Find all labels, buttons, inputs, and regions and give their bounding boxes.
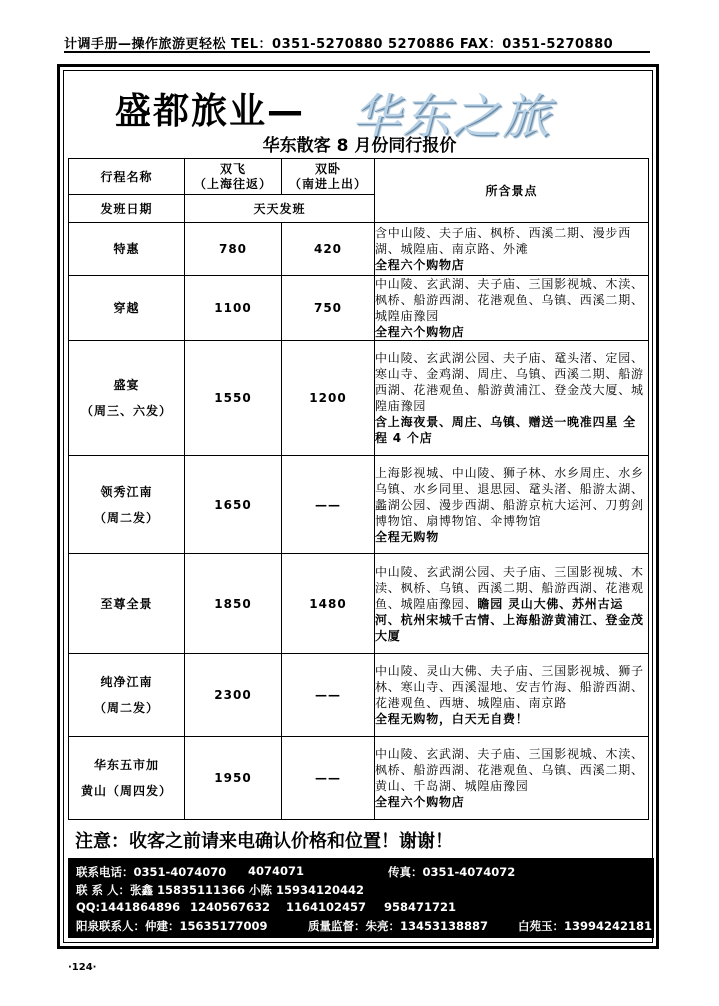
booking-note: 注意：收客之前请来电确认价格和位置！谢谢！: [75, 831, 453, 852]
table-row: [69, 737, 649, 820]
price-sleeper: ——: [282, 737, 375, 820]
row-date-value: 天天发班: [185, 195, 375, 223]
table-row: [69, 223, 649, 276]
col-route-header: 行程名称: [69, 159, 185, 195]
price-sleeper: 420: [282, 223, 375, 276]
price-table: [68, 158, 649, 820]
company-title: 盛都旅业—: [115, 91, 306, 132]
price-fly: 780: [185, 223, 282, 276]
table-row: [69, 554, 649, 654]
route-spots: 中山陵、灵山大佛、夫子庙、三国影视城、狮子林、寒山寺、西溪湿地、安吉竹海、船游西湖、花港观鱼、西塘、城隍庙、南京路 全程无购物，白天无自费！: [375, 654, 649, 737]
price-sleeper: 1480: [282, 554, 375, 654]
route-spots: 中山陵、玄武湖公园、夫子庙、鼋头渚、定园、寒山寺、金鸡湖、周庄、乌镇、西溪二期、船游西湖、花港观鱼、船游黄浦江、登金茂大厦、城隍庙豫园 含上海夜景、周庄、乌镇、赠送一晚准四星 全程 4 个店: [375, 341, 649, 456]
route-name: 至尊全景: [69, 554, 185, 654]
contact-qq-4: 958471721: [384, 900, 457, 914]
row-date-label: 发班日期: [69, 195, 185, 223]
price-sleeper: ——: [282, 456, 375, 554]
route-name: 华东五市加 黄山（周四发）: [69, 737, 185, 820]
price-fly: 1550: [185, 341, 282, 456]
table-row: [69, 276, 649, 341]
table-row: [69, 654, 649, 737]
price-fly: 1850: [185, 554, 282, 654]
col-spots-header: 所含景点: [375, 159, 649, 223]
contact-phone: 联系电话：0351-4074070: [76, 865, 227, 879]
page-number: ·124·: [68, 962, 97, 973]
contact-quality: 质量监督：朱亮：13453138887: [308, 919, 489, 933]
price-fly: 1950: [185, 737, 282, 820]
price-sleeper: 750: [282, 276, 375, 341]
route-name: 特惠: [69, 223, 185, 276]
page-header: 计调手册—操作旅游更轻松 TEL：0351-5270880 5270886 FAX：0351-5270880: [64, 37, 614, 52]
route-spots: 中山陵、玄武湖、夫子庙、三国影视城、木渎、枫桥、船游西湖、花港观鱼、乌镇、西溪二期、黄山、千岛湖、城隍庙豫园 全程六个购物店: [375, 737, 649, 820]
contact-yangquan: 阳泉联系人：仲建：15635177009: [76, 919, 268, 933]
header-rule: [64, 51, 650, 53]
price-sleeper: ——: [282, 654, 375, 737]
route-spots: 上海影视城、中山陵、狮子林、水乡周庄、水乡乌镇、水乡同里、退思园、鼋头渚、船游太湖、蠡湖公园、漫步西湖、船游京杭大运河、刀剪剑博物馆、扇博物馆、伞博物馆 全程无购物: [375, 456, 649, 554]
contact-bai: 白苑玉：13994242181: [518, 919, 653, 933]
price-sleeper: 1200: [282, 341, 375, 456]
contact-qq: QQ:1441864896: [76, 900, 181, 914]
contact-qq-3: 1164102457: [286, 900, 367, 914]
table-row: [69, 456, 649, 554]
contact-qq-2: 1240567632: [190, 900, 271, 914]
col-sleeper-header: 双卧 （南进上出）: [282, 159, 375, 195]
route-name: 纯净江南 （周二发）: [69, 654, 185, 737]
contact-persons: 联 系 人：张鑫 15835111366 小陈 15934120442: [76, 883, 365, 897]
table-row: [69, 341, 649, 456]
route-spots: 中山陵、玄武湖、夫子庙、三国影视城、木渎、枫桥、船游西湖、花港观鱼、乌镇、西溪二期、城隍庙豫园 全程六个购物店: [375, 276, 649, 341]
contact-phone-2: 4074071: [248, 864, 305, 878]
col-fly-header: 双飞 （上海往返）: [185, 159, 282, 195]
price-subtitle: 华东散客 8 月份同行报价: [262, 136, 457, 156]
price-fly: 2300: [185, 654, 282, 737]
contact-fax: 传真：0351-4074072: [388, 865, 516, 879]
route-name: 领秀江南 （周二发）: [69, 456, 185, 554]
price-fly: 1650: [185, 456, 282, 554]
route-spots: 含中山陵、夫子庙、枫桥、西溪二期、漫步西湖、城隍庙、南京路、外滩 全程六个购物店: [375, 223, 649, 276]
title-art: 华东之旅: [352, 89, 553, 145]
price-fly: 1100: [185, 276, 282, 341]
route-spots: 中山陵、玄武湖公园、夫子庙、三国影视城、木渎、枫桥、乌镇、西溪二期、船游西湖、花港观鱼、城隍庙豫园、瞻园 灵山大佛、苏州古运河、杭州宋城千古情、上海船游黄浦江、登金茂大厦: [375, 554, 649, 654]
contact-box: [68, 858, 654, 938]
route-name: 穿越: [69, 276, 185, 341]
route-name: 盛宴 （周三、六发）: [69, 341, 185, 456]
